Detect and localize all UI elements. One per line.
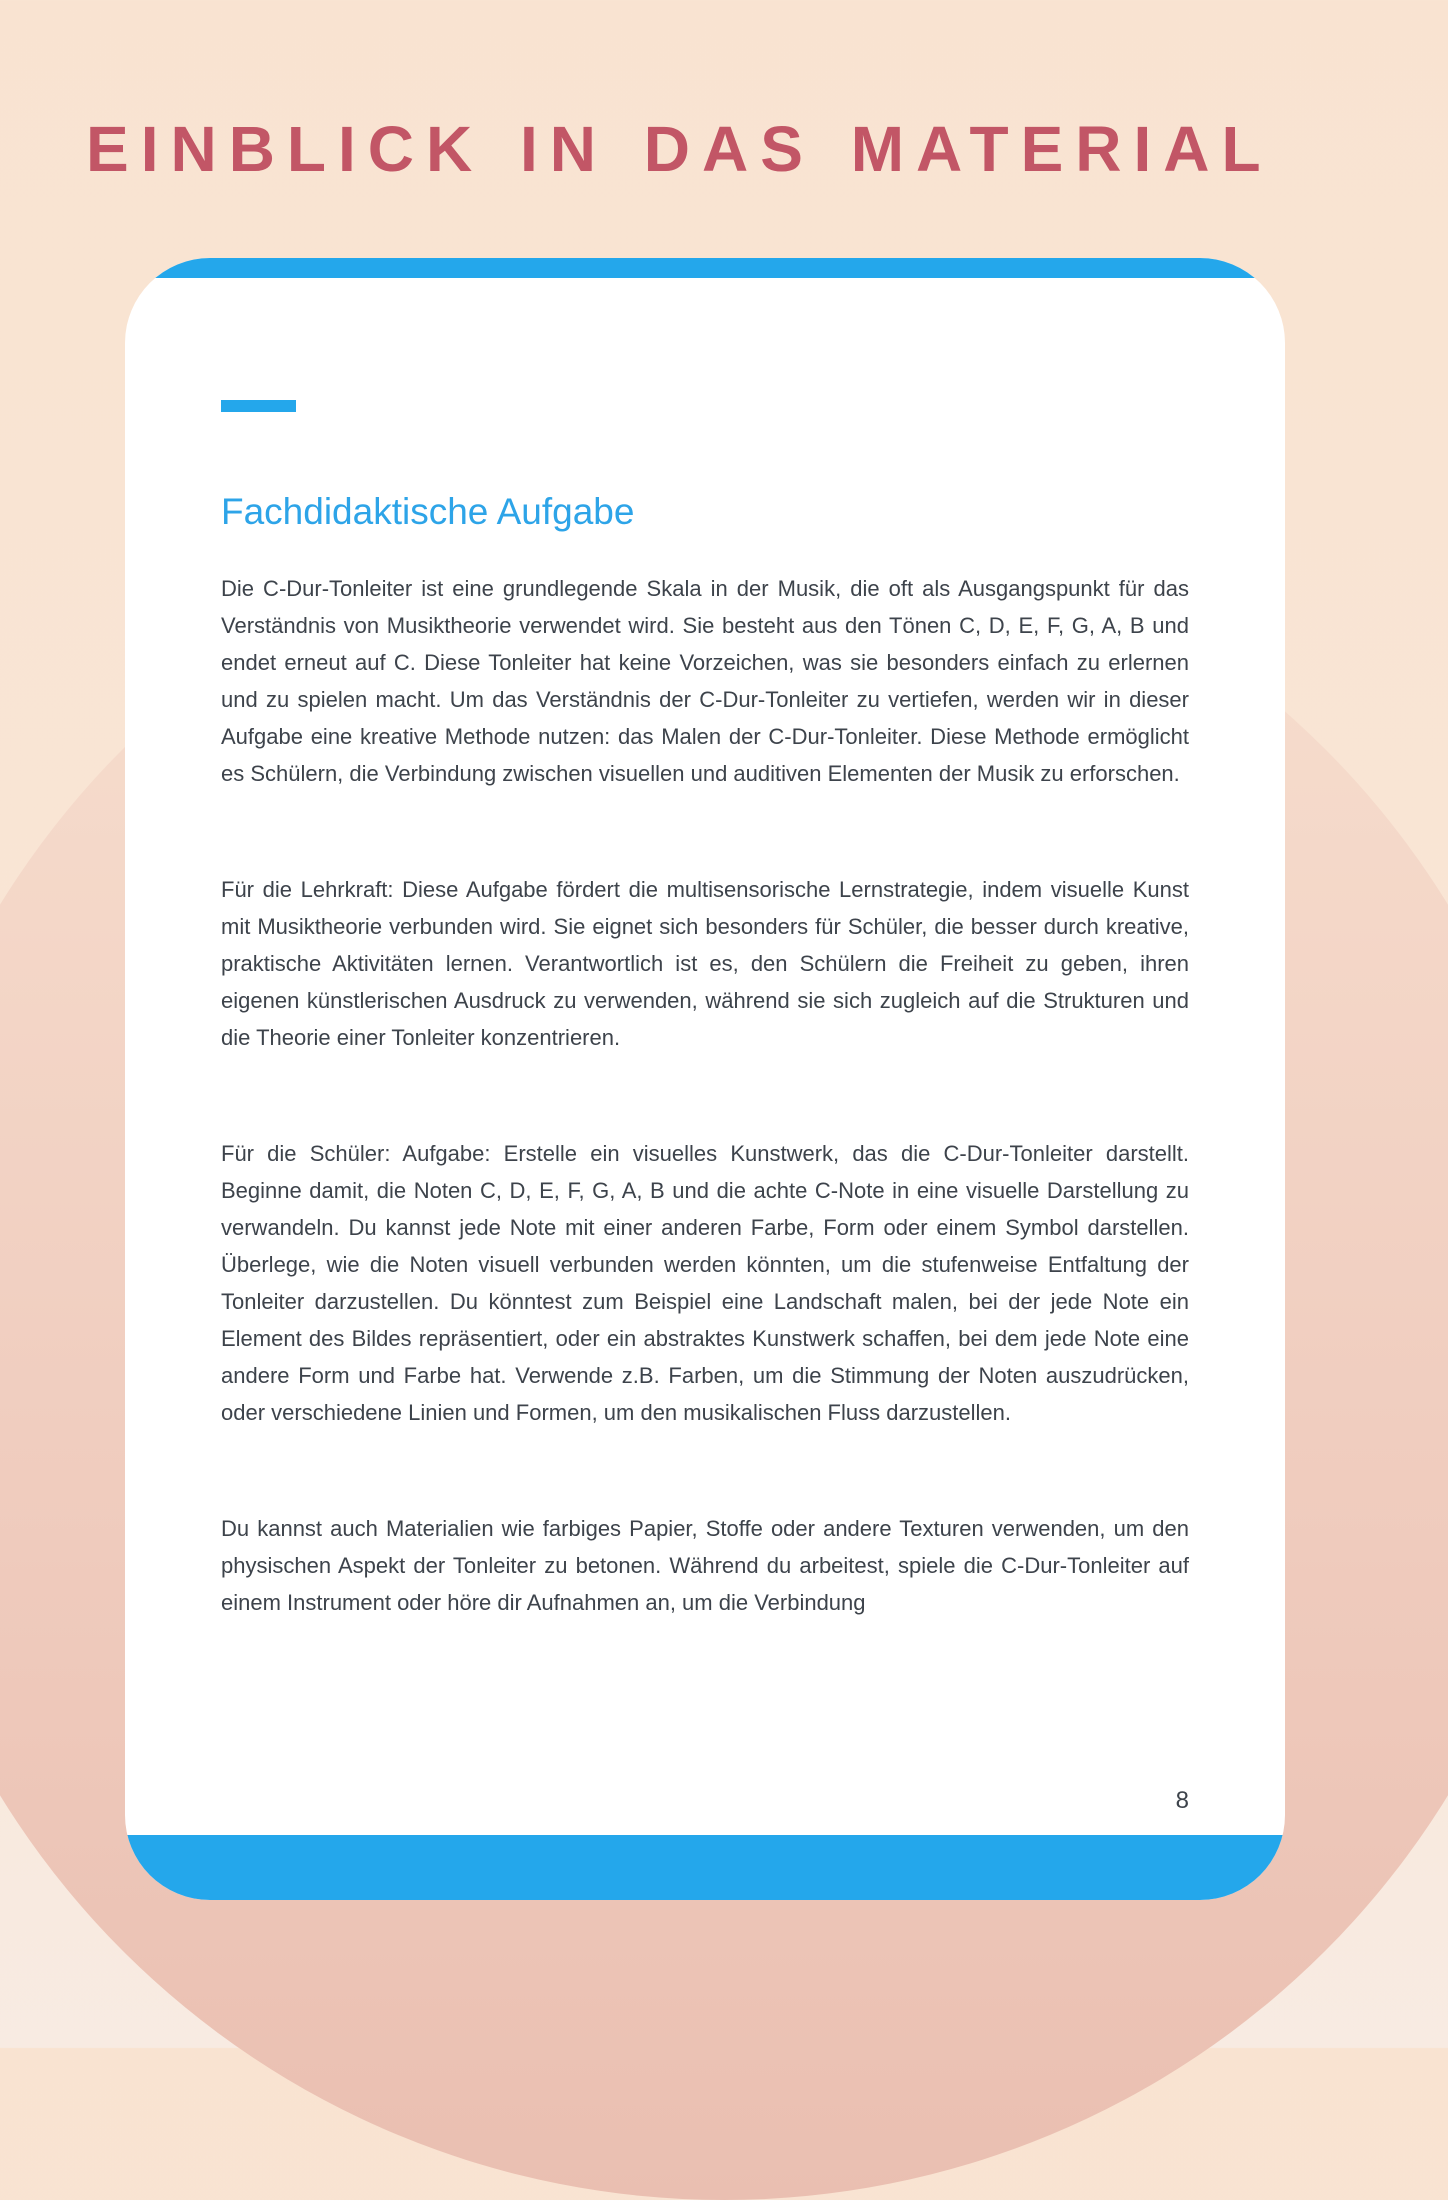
paragraph-lehrkraft: Für die Lehrkraft: Diese Aufgabe fördert die multisensorische Lernstrategie, indem visuelle Kunst mit Musiktheorie verbunden wird. Sie eignet sich besonders für Schüler, die besser durch kreative, praktische Aktivitäten lernen. Verantwortlich ist es, den Schülern die Freiheit zu geben, ihren eigenen künstlerischen Ausdruck zu verwenden, während sie sich zugleich auf die Strukturen und die Theorie einer Tonleiter konzentrieren. <box>221 877 1189 1051</box>
card-body <box>125 400 1285 1621</box>
paragraph-intro: Die C-Dur-Tonleiter ist eine grundlegende Skala in der Musik, die oft als Ausgangspunkt für das Verständnis von Musiktheorie verwendet wird. Sie besteht aus den Tönen C, D, E, F, G, A, B und endet erneut auf C. Diese Tonleiter hat keine Vorzeichen, was sie besonders einfach zu erlernen und zu spielen macht. Um das Verständnis der C-Dur-Tonleiter zu vertiefen, werden wir in dieser Aufgabe eine kreative Methode nutzen: das Malen der C-Dur-Tonleiter. Diese Methode ermöglicht es Schülern, die Verbindung zwischen visuellen und auditiven Elementen der Musik zu erforschen. <box>221 576 1189 787</box>
accent-dash <box>221 400 296 412</box>
paragraph-schueler: Für die Schüler: Aufgabe: Erstelle ein visuelles Kunstwerk, das die C-Dur-Tonleiter darstellt. Beginne damit, die Noten C, D, E, F, G, A, B und die achte C-Note in eine visuelle Darstellung zu verwandeln. Du kannst jede Note mit einer anderen Farbe, Form oder einem Symbol darstellen. Überlege, wie die Noten visuell verbunden werden könnten, um die stufenweise Entfaltung der Tonleiter darzustellen. Du könntest zum Beispiel eine Landschaft malen, bei der jede Note ein Element des Bildes repräsentiert, oder ein abstraktes Kunstwerk schaffen, bei dem jede Note eine andere Form und Farbe hat. Verwende z.B. Farben, um die Stimmung der Noten auszudrücken, oder verschiedene Linien und Formen, um den musikalischen Fluss darzustellen. <box>221 1141 1189 1426</box>
card-top-bar <box>125 258 1285 278</box>
page-number: 8 <box>1175 1787 1189 1814</box>
paragraph-materialien: Du kannst auch Materialien wie farbiges Papier, Stoffe oder andere Texturen verwenden, um den physischen Aspekt der Tonleiter zu betonen. Während du arbeitest, spiele die C-Dur-Tonleiter auf einem Instrument oder höre dir Aufnahmen an, um die Verbindung <box>221 1516 1189 1616</box>
section-heading: Fachdidaktische Aufgabe <box>221 491 635 532</box>
page-title: EINBLICK IN DAS MATERIAL <box>86 113 1273 185</box>
content-card <box>125 258 1285 1900</box>
card-bottom-bar <box>125 1835 1285 1900</box>
